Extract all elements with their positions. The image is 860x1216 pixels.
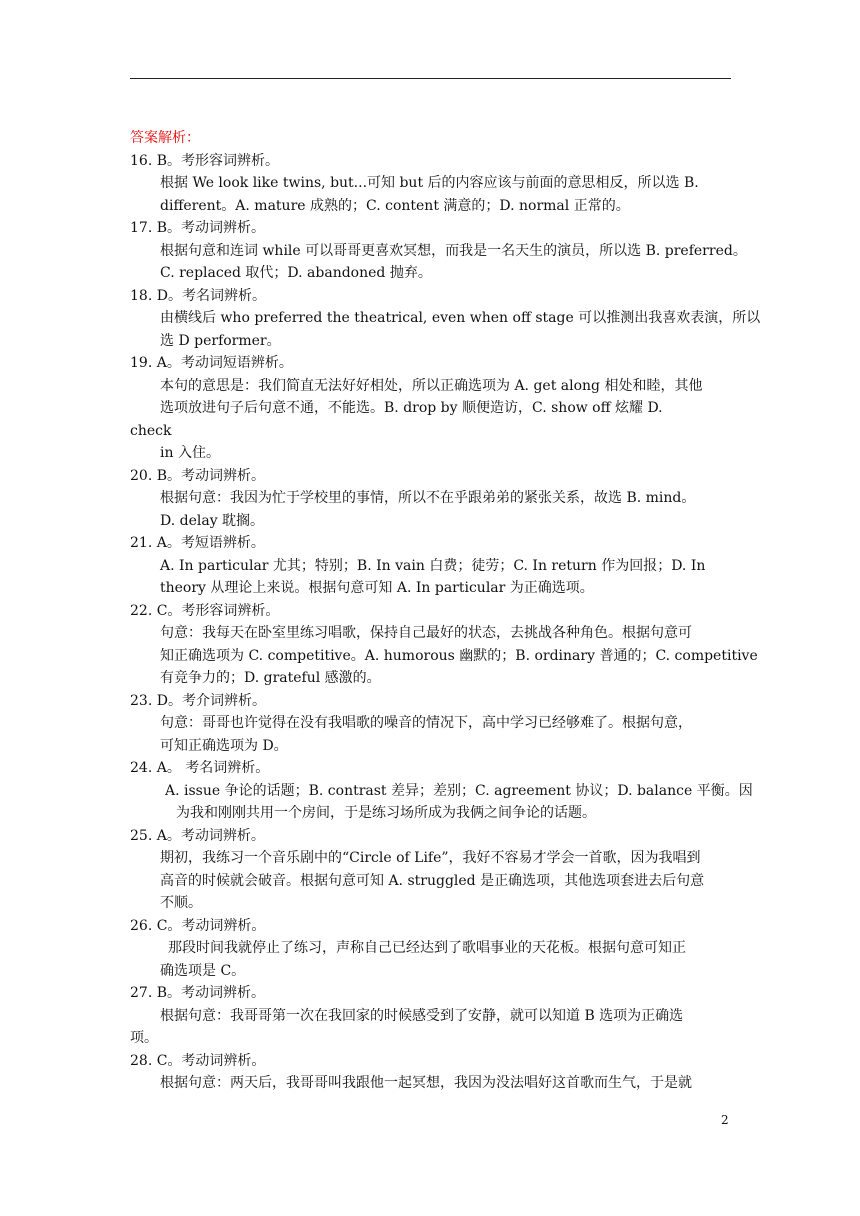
explanation-line: A. In particular 尤其；特别；B. In vain 白费；徒劳；C. In return 作为回报；D. In xyxy=(160,557,706,574)
explanation-line: 句意：哥哥也许觉得在没有我唱歌的噪音的情况下，高中学习已经够难了。根据句意， xyxy=(160,715,692,731)
explanation-line: theory 从理论上来说。根据句意可知 A. In particular 为正确选项。 xyxy=(160,580,594,596)
item-number-line: 28. C。考动词辨析。 xyxy=(130,1052,266,1069)
explanation-line: 那段时间我就停止了练习，声称自己已经达到了歌唱事业的天花板。根据句意可知正 xyxy=(168,940,686,956)
explanation-line: C. replaced 取代；D. abandoned 抛弃。 xyxy=(160,265,432,281)
explanation-line: check xyxy=(130,422,172,439)
item-number-line: 22. C。考形容词辨析。 xyxy=(130,602,280,619)
item-number-line: 20. B。考动词辨析。 xyxy=(130,467,266,484)
explanation-line: 根据句意：我因为忙于学校里的事情，所以不在乎跟弟弟的紧张关系，故选 B. mind。 xyxy=(160,490,696,506)
item-number-line: 18. D。考名词辨析。 xyxy=(130,287,266,304)
item-number-line: 16. B。考形容词辨析。 xyxy=(130,152,280,169)
item-number-line: 25. A。考动词辨析。 xyxy=(130,827,265,844)
explanation-line: 根据句意：两天后，我哥哥叫我跟他一起冥想，我因为没法唱好这首歌而生气，于是就 xyxy=(160,1075,692,1091)
explanation-line: in 入住。 xyxy=(160,445,220,461)
section-heading: 答案解析： xyxy=(130,130,200,146)
explanation-line: 本句的意思是：我们简直无法好好相处，所以正确选项为 A. get along 相处和睦，其他 xyxy=(160,377,703,394)
explanation-line: A. issue 争论的话题；B. contrast 差异；差别；C. agreement 协议；D. balance 平衡。因 xyxy=(165,782,753,799)
explanation-line: 可知正确选项为 D。 xyxy=(160,737,288,754)
explanation-line: 项。 xyxy=(130,1030,158,1046)
explanation-line: 选 D performer。 xyxy=(160,332,281,349)
explanation-line: 根据 We look like twins, but...可知 but 后的内容应该与前面的意思相反，所以选 B. xyxy=(160,175,699,191)
explanation-line: 根据句意：我哥哥第一次在我回家的时候感受到了安静，就可以知道 B 选项为正确选 xyxy=(160,1007,684,1024)
explanation-line: 由横线后 who preferred the theatrical, even when off stage 可以推测出我喜欢表演，所以 xyxy=(160,310,761,326)
item-number-line: 27. B。考动词辨析。 xyxy=(130,985,266,1001)
explanation-lines xyxy=(130,150,761,1095)
explanation-line: 期初，我练习一个音乐剧中的“Circle of Life”，我好不容易才学会一首歌，因为我唱到 xyxy=(160,850,701,866)
explanation-line: 有竞争力的；D. grateful 感激的。 xyxy=(160,670,381,686)
header-rule xyxy=(130,78,731,79)
item-number-line: 17. B。考动词辨析。 xyxy=(130,220,266,236)
item-number-line: 24. A。 考名词辨析。 xyxy=(130,760,270,776)
explanation-line: 为我和刚刚共用一个房间，于是练习场所成为我俩之间争论的话题。 xyxy=(176,805,596,821)
answer-explanations xyxy=(130,127,761,1095)
explanation-line: 选项放进句子后句意不通，不能选。B. drop by 顺便造访，C. show off 炫耀 D. xyxy=(160,400,663,416)
item-number-line: 19. A。考动词短语辨析。 xyxy=(130,355,293,371)
item-number-line: 21. A。考短语辨析。 xyxy=(130,535,265,551)
explanation-line: 根据句意和连词 while 可以哥哥更喜欢冥想，而我是一名天生的演员，所以选 B. preferred。 xyxy=(160,242,747,259)
explanation-line: different。A. mature 成熟的；C. content 满意的；D. normal 正常的。 xyxy=(160,197,630,214)
item-number-line: 26. C。考动词辨析。 xyxy=(130,917,266,934)
explanation-line: 句意：我每天在卧室里练习唱歌，保持自己最好的状态，去挑战各种角色。根据句意可 xyxy=(160,625,692,641)
explanation-line: 确选项是 C。 xyxy=(160,962,246,979)
page-number: 2 xyxy=(721,1113,729,1127)
explanation-line: 高音的时候就会破音。根据句意可知 A. struggled 是正确选项，其他选项套进去后句意 xyxy=(160,872,705,889)
explanation-line: D. delay 耽搁。 xyxy=(160,512,265,529)
item-number-line: 23. D。考介词辨析。 xyxy=(130,692,266,709)
explanation-line: 知正确选项为 C. competitive。A. humorous 幽默的；B. ordinary 普通的；C. competitive xyxy=(160,647,758,664)
explanation-line: 不顺。 xyxy=(160,895,202,911)
